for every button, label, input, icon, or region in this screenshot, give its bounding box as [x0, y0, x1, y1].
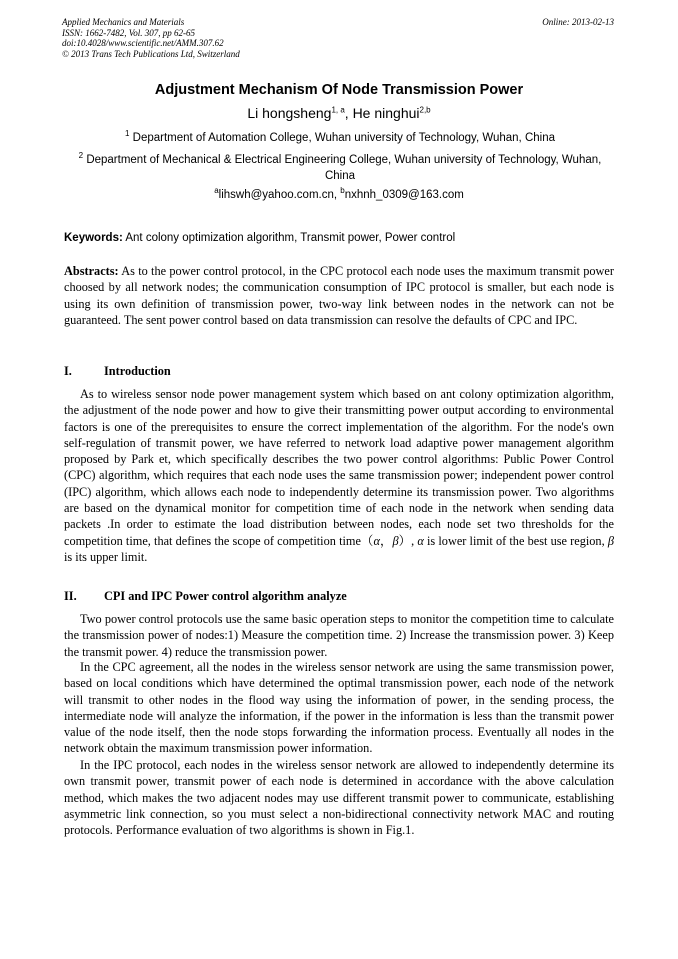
keywords-text: Ant colony optimization algorithm, Transmit power, Power control [122, 232, 456, 244]
section-1-number: I. [64, 364, 72, 378]
intro-mid-1: , [411, 533, 418, 548]
author-1-sup: 1, a [331, 105, 345, 115]
author-2: He ninghui [352, 105, 420, 121]
affiliation-1 [75, 130, 605, 146]
author-separator: , [344, 105, 353, 121]
author-1: Li hongsheng [247, 105, 332, 121]
alpha-symbol: α [373, 533, 380, 548]
range-open: （ [360, 533, 374, 548]
issn-line: ISSN: 1662-7482, Vol. 307, pp 62-65 [62, 27, 195, 38]
section-1-title: Introduction [104, 364, 171, 378]
affiliation-1-text: Department of Automation College, Wuhan university of Technology, Wuhan, China [132, 132, 555, 144]
section-2-paragraph-1: Two power control protocols use the same basic operation steps to monitor the competition time to calculate the transmission power of nodes:1) Measure the competition time. 2) Increase the transmission power. 3) Keep the transmit power. 4) reduce the transmission power. [64, 612, 614, 659]
paper-title: Adjustment Mechanism Of Node Transmission Power [154, 82, 524, 98]
alpha-symbol-2: α [417, 533, 424, 548]
beta-symbol-2: β [607, 533, 614, 548]
abstract-label: Abstracts: [64, 264, 119, 278]
section-2-title: CPI and IPC Power control algorithm analyze [104, 589, 347, 603]
introduction-paragraph [64, 386, 614, 565]
affiliation-2 [75, 152, 605, 184]
journal-name: Applied Mechanics and Materials [62, 17, 185, 27]
affiliation-1-sup: 1 [125, 129, 130, 139]
beta-symbol: β [392, 533, 399, 548]
section-2-paragraph-3: In the IPC protocol, each nodes in the wireless sensor network are allowed to independently determine its own transmit power, transmit power of each node is determined in accordance with the above calculation method, which makes the two adjacent nodes may use different transmit power to communicate, establishing asymmetric link connection, so you must select a non-bidirectional connectivity network MAC and routing protocols. Performance evaluation of two algorithms is shown in Fig.1. [64, 758, 614, 838]
section-2-number: II. [64, 589, 77, 603]
authors-line [0, 105, 678, 121]
journal-header [62, 17, 240, 59]
affiliation-2-text: Department of Mechanical & Electrical Engineering College, Wuhan university of Technology, Wuhan, China [86, 154, 602, 182]
author-2-sup: 2,b [419, 105, 431, 115]
abstract-text: As to the power control protocol, in the CPC protocol each node uses the maximum transmit power choosed by all network nodes; the communication consumption of IPC protocol is smaller, but each node is using its own definition of transmission power, two-way link between nodes in the network can not be guaranteed. The sent power control based on data transmission can resolve the defaults of CPC and IPC. [64, 264, 614, 327]
keywords [64, 232, 624, 244]
affiliation-2-sup: 2 [78, 151, 84, 161]
section-2-paragraph-2: In the CPC agreement, all the nodes in the wireless sensor network are using the same transmission power, based on local conditions which have determined the optimal transmission power, each node of the network will transmit to other nodes in the flood way using the information of power, in the sending process, the intermediate node will analyze the information, if the power in the information is less than the transmit power value of the node itself, then the node stops forwarding the information process. Eventually all nodes in the network obtain the maximum transmission power information. [64, 660, 614, 756]
range-comma: ， [379, 533, 393, 548]
intro-tail: is its upper limit. [64, 549, 148, 564]
abstract [64, 263, 614, 328]
intro-main-text: As to wireless sensor node power management system which based on ant colony optimization algorithm, the adjustment of the node power and how to give their transmitting power output according to environmental factors is one of the prerequisites to ensure the correct implementation of the algorithm. For the node's own self-regulation of transmit power, we have referred to network load adaptive power management algorithm proposed by Park et, which specifically describes the two power control algorithms: Public Power Control (CPC) algorithm, which requires that each node uses the same transmission power; independent power control (IPC) algorithm, which allows each node to independently determine its transmission power. Two algorithms are based on the dynamical monitor for competition time of each node in the network when sending data packets .In order to estimate the load distribution between nodes, each node set two thresholds for the competition time, that defines the scope of competition time [64, 387, 614, 548]
range-close: ） [398, 533, 412, 548]
email-a-sup: a [214, 186, 219, 196]
email-line [0, 186, 678, 201]
email-b-sup: b [340, 186, 345, 196]
section-2-heading [64, 589, 614, 604]
doi-line: doi:10.4028/www.scientific.net/AMM.307.62 [62, 38, 224, 48]
keywords-label: Keywords: [64, 232, 123, 244]
online-date: Online: 2013-02-13 [542, 17, 614, 27]
intro-mid-2: is lower limit of the best use region, [423, 533, 608, 548]
email-a: lihswh@yahoo.com.cn, [218, 189, 341, 201]
section-1-heading [64, 364, 614, 379]
copyright-line: © 2013 Trans Tech Publications Ltd, Switzerland [62, 48, 240, 59]
email-b: nxhnh_0309@163.com [344, 189, 464, 201]
